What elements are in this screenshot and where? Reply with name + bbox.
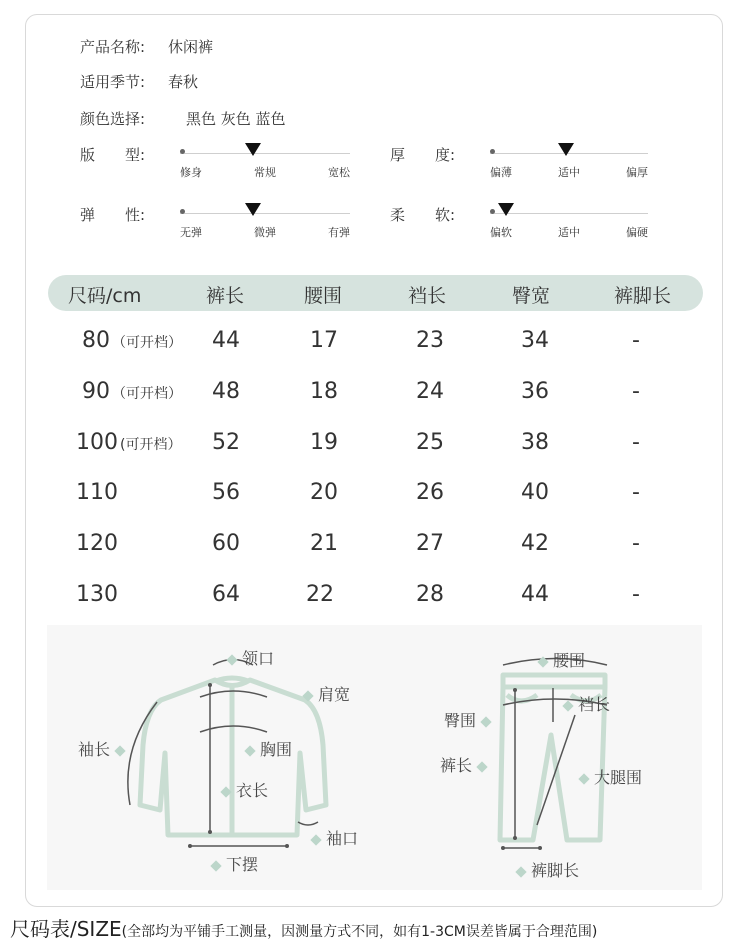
cuff-label: 袖口 xyxy=(306,826,358,849)
cell-rise: 23 xyxy=(416,328,444,353)
cell-length: 48 xyxy=(212,379,240,404)
diamond-icon xyxy=(210,860,221,871)
pants-length-label: 裤长 xyxy=(440,753,492,776)
size-chart-footer xyxy=(10,913,750,942)
table-row xyxy=(0,320,750,360)
size-cell: 110 xyxy=(76,480,118,505)
cell-waist: 21 xyxy=(310,531,338,556)
cell-length: 52 xyxy=(212,430,240,455)
cell-rise: 27 xyxy=(416,531,444,556)
color-row xyxy=(80,108,286,129)
fit-option: 常规 xyxy=(254,166,276,179)
pants-rise-label: 裆长 xyxy=(558,692,610,715)
thickness-slider xyxy=(490,144,648,184)
cell-leg-opening: - xyxy=(632,582,640,607)
cell-leg-opening: - xyxy=(632,379,640,404)
fit-slider xyxy=(180,144,350,184)
cell-leg-opening: - xyxy=(632,328,640,353)
diamond-icon xyxy=(476,761,487,772)
shoulder-label: 肩宽 xyxy=(298,682,350,705)
thickness-option: 偏厚 xyxy=(626,166,648,179)
table-row xyxy=(0,371,750,411)
thickness-option: 适中 xyxy=(558,166,580,179)
cell-leg-opening: - xyxy=(632,430,640,455)
cell-length: 60 xyxy=(212,531,240,556)
footer-title: 尺码表/SIZE xyxy=(10,917,122,941)
diamond-icon xyxy=(114,745,125,756)
cell-waist: 19 xyxy=(310,430,338,455)
softness-option: 适中 xyxy=(558,226,580,239)
cell-length: 44 xyxy=(212,328,240,353)
thickness-label: 厚 度: xyxy=(390,146,456,164)
season-value: 春秋 xyxy=(168,73,199,91)
size-cell: 120 xyxy=(76,531,118,556)
fit-option: 宽松 xyxy=(328,166,350,179)
cell-rise: 28 xyxy=(416,582,444,607)
header-leg-opening: 裤脚长 xyxy=(614,285,672,307)
season-label: 适用季节: xyxy=(80,73,146,91)
footer-note: (全部均为平铺手工测量，因测量方式不同，如有1-3CM误差皆属于合理范围) xyxy=(121,924,598,940)
header-size: 尺码/cm xyxy=(68,285,142,307)
cell-rise: 24 xyxy=(416,379,444,404)
color-label: 颜色选择: xyxy=(80,110,146,128)
cell-hip: 40 xyxy=(521,480,549,505)
elastic-slider xyxy=(180,204,350,244)
diamond-icon xyxy=(515,866,526,877)
cell-waist: 22 xyxy=(306,582,334,607)
chest-label: 胸围 xyxy=(240,737,292,760)
pants-thigh-label: 大腿围 xyxy=(574,765,642,788)
fit-option: 修身 xyxy=(180,166,202,179)
table-row xyxy=(0,472,750,512)
size-cell: 90 （可开档） xyxy=(82,379,182,404)
table-row xyxy=(0,523,750,563)
diamond-icon xyxy=(480,716,491,727)
size-cell: 130 xyxy=(76,582,118,607)
hem-label: 下摆 xyxy=(206,852,258,875)
softness-slider xyxy=(490,204,648,244)
header-hip: 臀宽 xyxy=(512,285,551,307)
size-cell: 80 （可开档） xyxy=(82,328,182,353)
cell-hip: 38 xyxy=(521,430,549,455)
header-rise: 裆长 xyxy=(408,285,447,307)
product-name-label: 产品名称: xyxy=(80,38,146,56)
cell-rise: 25 xyxy=(416,430,444,455)
fit-marker xyxy=(245,143,261,156)
elastic-option: 无弹 xyxy=(180,226,202,239)
softness-marker xyxy=(498,203,514,216)
diamond-icon xyxy=(562,700,573,711)
cell-waist: 18 xyxy=(310,379,338,404)
cell-waist: 17 xyxy=(310,328,338,353)
size-cell: 100 (可开档） xyxy=(76,430,182,455)
pants-waist-label: 腰围 xyxy=(533,648,585,671)
cell-leg-opening: - xyxy=(632,480,640,505)
thickness-option: 偏薄 xyxy=(490,166,512,179)
elastic-option: 微弹 xyxy=(254,226,276,239)
thickness-marker xyxy=(558,143,574,156)
collar-label: 领口 xyxy=(222,646,274,669)
cell-leg-opening: - xyxy=(632,531,640,556)
season-row xyxy=(80,71,198,92)
softness-label: 柔 软: xyxy=(390,206,456,224)
length-label: 衣长 xyxy=(216,778,268,801)
header-length: 裤长 xyxy=(206,285,245,307)
diamond-icon xyxy=(226,654,237,665)
elastic-option: 有弹 xyxy=(328,226,350,239)
cell-length: 56 xyxy=(212,480,240,505)
sleeve-label: 袖长 xyxy=(78,737,130,760)
diamond-icon xyxy=(537,656,548,667)
diamond-icon xyxy=(578,773,589,784)
diamond-icon xyxy=(244,745,255,756)
product-name-row xyxy=(80,36,213,57)
cell-hip: 34 xyxy=(521,328,549,353)
fit-label: 版 型: xyxy=(80,146,146,164)
table-row xyxy=(0,574,750,614)
elastic-label: 弹 性: xyxy=(80,206,146,224)
elastic-marker xyxy=(245,203,261,216)
cell-length: 64 xyxy=(212,582,240,607)
diamond-icon xyxy=(310,834,321,845)
softness-option: 偏软 xyxy=(490,226,512,239)
diamond-icon xyxy=(220,786,231,797)
pants-hip-label: 臀围 xyxy=(444,708,496,731)
product-name-value: 休闲裤 xyxy=(168,38,214,56)
pants-measure-arrows xyxy=(495,650,625,860)
pants-leg-opening-label: 裤脚长 xyxy=(511,858,579,881)
cell-hip: 44 xyxy=(521,582,549,607)
size-table-header xyxy=(48,275,703,311)
cell-hip: 36 xyxy=(521,379,549,404)
cell-rise: 26 xyxy=(416,480,444,505)
diamond-icon xyxy=(302,690,313,701)
header-waist: 腰围 xyxy=(304,285,343,307)
color-value: 黑色 灰色 蓝色 xyxy=(186,110,286,128)
cell-hip: 42 xyxy=(521,531,549,556)
table-row xyxy=(0,422,750,462)
cell-waist: 20 xyxy=(310,480,338,505)
softness-option: 偏硬 xyxy=(626,226,648,239)
